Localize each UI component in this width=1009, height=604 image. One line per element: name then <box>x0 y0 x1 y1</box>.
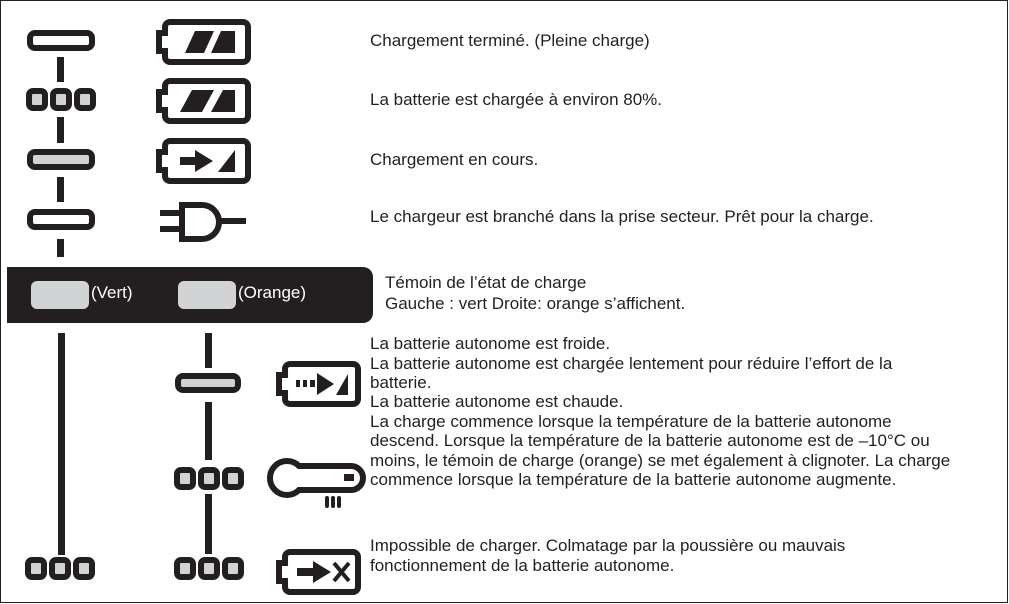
orange-label: (Orange) <box>238 283 307 302</box>
led-blinking-icon <box>29 91 93 108</box>
battery-error-icon <box>279 552 358 592</box>
text-line: La batterie autonome est froide. <box>370 334 611 353</box>
status-error <box>370 536 845 575</box>
led-solid-off-icon <box>30 212 92 227</box>
led-blinking-icon <box>177 560 241 577</box>
plug-icon <box>160 205 246 239</box>
status-full: Chargement terminé. (Pleine charge) <box>370 31 650 50</box>
orange-swatch <box>178 281 236 309</box>
led-blinking-icon <box>28 560 92 577</box>
text-line: La batterie autonome est chaude. <box>370 392 624 411</box>
battery-charging-icon <box>159 141 248 181</box>
text-line: Impossible de charger. Colmatage par la poussière ou mauvais <box>370 536 846 555</box>
text-line: descend. Lorsque la température de la batterie autonome est de –10°C ou <box>370 431 930 450</box>
led-blinking-icon <box>177 470 241 487</box>
battery-80-icon <box>159 81 248 121</box>
status-ready: Le chargeur est branché dans la prise secteur. Prêt pour la charge. <box>370 207 874 226</box>
text-line: fonctionnement de la batterie autonome. <box>370 555 675 575</box>
text-line: batterie. <box>370 373 432 392</box>
status-cold <box>370 334 892 393</box>
led-solid-off-icon <box>30 33 92 48</box>
thermometer-hot-icon <box>270 461 363 508</box>
legend-band <box>7 267 373 323</box>
text-line: moins, le témoin de charge (orange) se met également à clignoter. La charge <box>370 450 951 470</box>
text-line: commence lorsque la température de la batterie autonome augmente. <box>370 470 897 489</box>
legend-desc: Gauche : vert Droite: orange s’affichent. <box>385 294 686 313</box>
status-charging: Chargement en cours. <box>370 150 539 169</box>
status-80: La batterie est chargée à environ 80%. <box>370 90 663 109</box>
text-line: La batterie autonome est chargée lentement pour réduire l’effort de la <box>370 353 893 373</box>
green-swatch <box>31 281 89 309</box>
text-line: La charge commence lorsque la température de la batterie autonome <box>370 411 892 431</box>
status-hot <box>370 392 950 490</box>
battery-full-icon <box>159 22 248 62</box>
led-solid-on-icon <box>30 152 92 167</box>
led-solid-on-icon <box>178 376 238 390</box>
battery-slow-charge-icon <box>279 364 358 404</box>
green-label: (Vert) <box>91 283 133 302</box>
legend-title: Témoin de l’état de charge <box>385 273 587 292</box>
